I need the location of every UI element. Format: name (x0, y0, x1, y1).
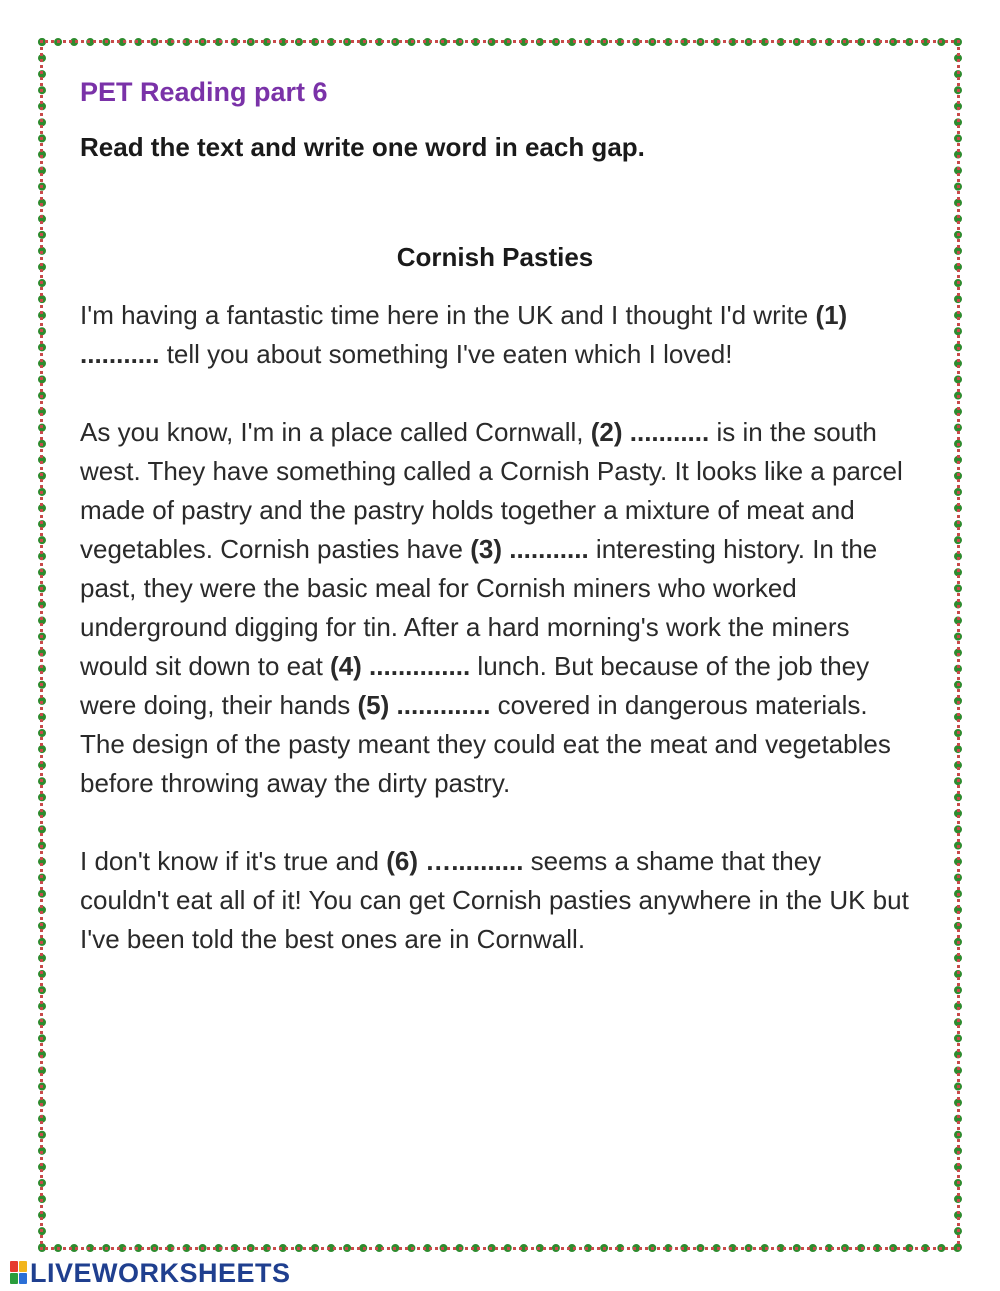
instruction-text: Read the text and write one word in each gap. (80, 132, 645, 162)
liveworksheets-logo-icon (10, 1261, 28, 1285)
gap-4[interactable]: (4) .............. (330, 651, 471, 681)
article-heading: Cornish Pasties (396, 242, 594, 272)
paragraph-text: is in the south west. They have something called a Cornish Pasty. It looks like a parcel made of pastry and the pastry holds together a mixture of meat and vegetables. Cornish pasties have (80, 417, 903, 564)
paragraph-3 (80, 842, 910, 959)
gap-2[interactable]: (2) ........... (590, 417, 710, 447)
page-title: PET Reading part 6 (80, 77, 328, 107)
gap-1[interactable]: (1) ........... (80, 300, 848, 369)
paragraph-1 (80, 296, 910, 374)
paragraph-text: I don't know if it's true and (80, 846, 387, 876)
paragraph-2 (80, 413, 910, 803)
paragraph-text: interesting history. In the past, they were the basic meal for Cornish miners who worked underground digging for tin. After a hard morning's work the miners would sit down to eat (80, 534, 878, 681)
paragraph-text: seems a shame that they couldn't eat all of it! You can get Cornish pasties anywhere in the UK but I've been told the best ones are in Cornwall. (80, 846, 909, 954)
worksheet-content (80, 70, 910, 959)
liveworksheets-logo[interactable] (10, 1258, 291, 1288)
paragraph-text: lunch. But because of the job they were doing, their hands (80, 651, 870, 720)
gap-5[interactable]: (5) ............. (357, 690, 491, 720)
gap-3[interactable]: (3) ........... (470, 534, 589, 564)
gap-6[interactable]: (6) ….......... (386, 846, 524, 876)
paragraph-text: tell you about something I've eaten which I loved! (159, 339, 733, 369)
logo-text: LIVEWORKSHEETS (30, 1257, 291, 1288)
paragraph-text: I'm having a fantastic time here in the UK and I thought I'd write (80, 300, 816, 330)
paragraph-text: As you know, I'm in a place called Cornwall, (80, 417, 591, 447)
paragraph-text: covered in dangerous materials. The design of the pasty meant they could eat the meat and vegetables before throwing away the dirty pastry. (80, 690, 891, 798)
